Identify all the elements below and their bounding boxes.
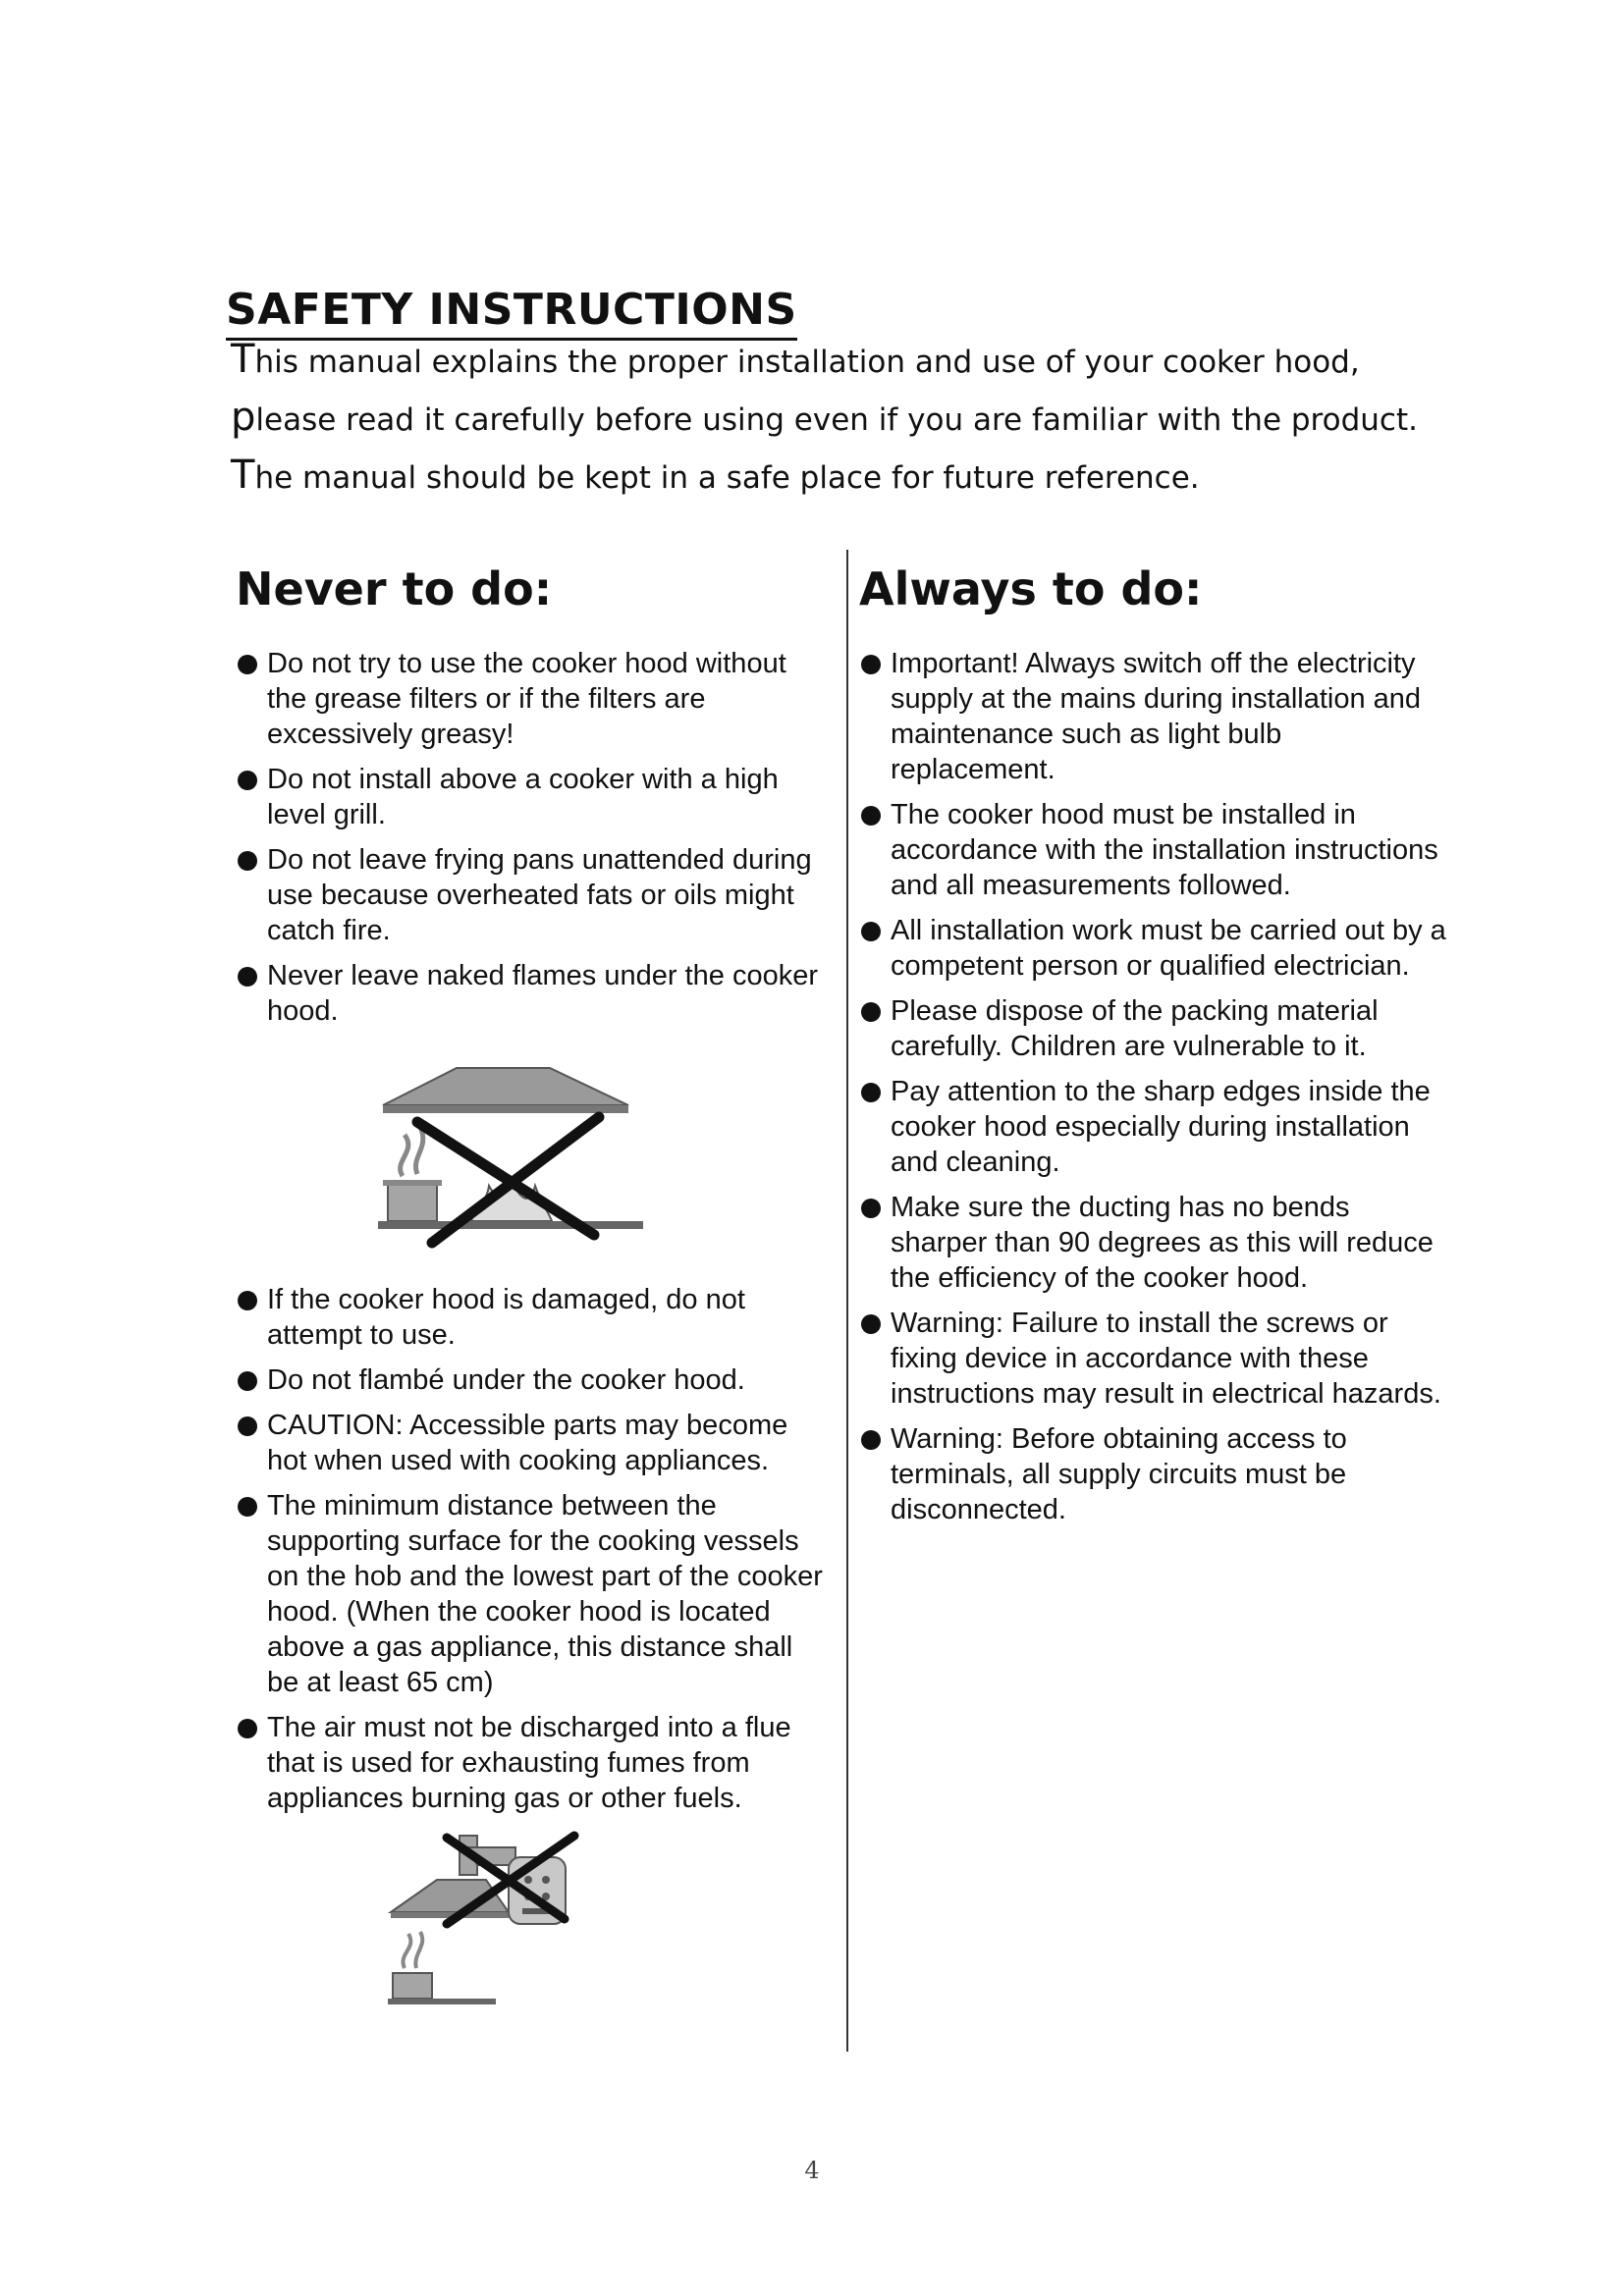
page-number: 4 <box>804 2157 820 2184</box>
item-text: The cooker hood must be installed in accordance with the installation instructions and all measurements followed. <box>891 799 1438 901</box>
always-heading: Always to do: <box>859 562 1203 615</box>
item-text: Do not install above a cooker with a high level grill. <box>267 764 779 830</box>
bullet-icon <box>861 655 881 674</box>
never-heading: Never to do: <box>236 562 553 615</box>
bullet-icon <box>238 1719 257 1738</box>
item-text: Important! Always switch off the electricity supply at the mains during installation and maintenance such as light bulb replacement. <box>891 648 1422 785</box>
list-item <box>859 797 1448 903</box>
list-item <box>236 762 825 832</box>
always-to-do-section <box>859 560 1448 1537</box>
item-text: Warning: Failure to install the screws or fixing device in accordance with these instructions may result in electrical hazards. <box>891 1308 1441 1410</box>
item-text: Do not leave frying pans unattended during use because overheated fats or oils might catch fire. <box>267 844 812 946</box>
never-list-b <box>236 1282 825 1816</box>
list-item <box>236 1408 825 1478</box>
bullet-icon <box>861 806 881 826</box>
no-flames-under-hood-icon <box>236 1058 825 1255</box>
item-text: All installation work must be carried out by a competent person or qualified electrician. <box>891 915 1446 982</box>
item-text: Please dispose of the packing material carefully. Children are vulnerable to it. <box>891 995 1379 1062</box>
list-item <box>236 1488 825 1700</box>
list-item <box>859 646 1448 787</box>
list-item <box>236 842 825 948</box>
figure-no-flue <box>236 1826 825 2012</box>
bullet-icon <box>238 851 257 871</box>
never-list-a <box>236 646 825 1029</box>
item-text: Warning: Before obtaining access to terminals, all supply circuits must be disconnected. <box>891 1423 1347 1525</box>
item-text: Never leave naked flames under the cooker hood. <box>267 960 818 1027</box>
intro-line: This manual explains the proper installation and use of your cooker hood, <box>231 337 1360 382</box>
bullet-icon <box>861 1199 881 1218</box>
bullet-icon <box>238 967 257 987</box>
list-item <box>236 1282 825 1353</box>
bullet-icon <box>861 922 881 941</box>
column-divider <box>846 550 848 2052</box>
bullet-icon <box>238 1416 257 1436</box>
item-text: Pay attention to the sharp edges inside the cooker hood especially during installation and cleaning. <box>891 1076 1431 1178</box>
item-text: The minimum distance between the supporting surface for the cooking vessels on the hob and the lowest part of the cooker hood. (When the cooker hood is located above a gas appliance, this distance shall be at least 65 cm) <box>267 1490 823 1698</box>
bullet-icon <box>861 1002 881 1022</box>
bullet-icon <box>238 1497 257 1517</box>
bullet-icon <box>861 1083 881 1102</box>
item-text: If the cooker hood is damaged, do not attempt to use. <box>267 1284 745 1351</box>
intro-text <box>231 332 1507 506</box>
list-item <box>236 646 825 752</box>
always-list <box>859 646 1448 1527</box>
bullet-icon <box>238 1371 257 1391</box>
list-item <box>859 1306 1448 1412</box>
bullet-icon <box>861 1314 881 1334</box>
item-text: The air must not be discharged into a flue that is used for exhausting fumes from appliances burning gas or other fuels. <box>267 1712 791 1814</box>
never-to-do-section <box>236 560 825 2012</box>
list-item <box>859 1190 1448 1296</box>
list-item <box>859 913 1448 984</box>
list-item <box>236 1710 825 1816</box>
list-item <box>236 1362 825 1398</box>
bullet-icon <box>238 771 257 790</box>
figure-no-flames <box>236 1058 825 1255</box>
item-text: CAUTION: Accessible parts may become hot when used with cooking appliances. <box>267 1410 788 1476</box>
page-title: SAFETY INSTRUCTIONS <box>226 286 797 341</box>
bullet-icon <box>238 1291 257 1310</box>
item-text: Do not try to use the cooker hood without the grease filters or if the filters are excessively greasy! <box>267 648 786 750</box>
item-text: Make sure the ducting has no bends sharper than 90 degrees as this will reduce the efficiency of the cooker hood. <box>891 1192 1434 1294</box>
intro-line: please read it carefully before using even if you are familiar with the product. <box>231 395 1418 440</box>
list-item <box>859 993 1448 1064</box>
no-flue-discharge-icon <box>236 1826 825 2012</box>
intro-line: The manual should be kept in a safe place for future reference. <box>231 453 1200 498</box>
list-item <box>859 1074 1448 1180</box>
bullet-icon <box>238 655 257 674</box>
bullet-icon <box>861 1430 881 1450</box>
list-item <box>236 958 825 1029</box>
list-item <box>859 1421 1448 1527</box>
item-text: Do not flambé under the cooker hood. <box>267 1364 745 1396</box>
